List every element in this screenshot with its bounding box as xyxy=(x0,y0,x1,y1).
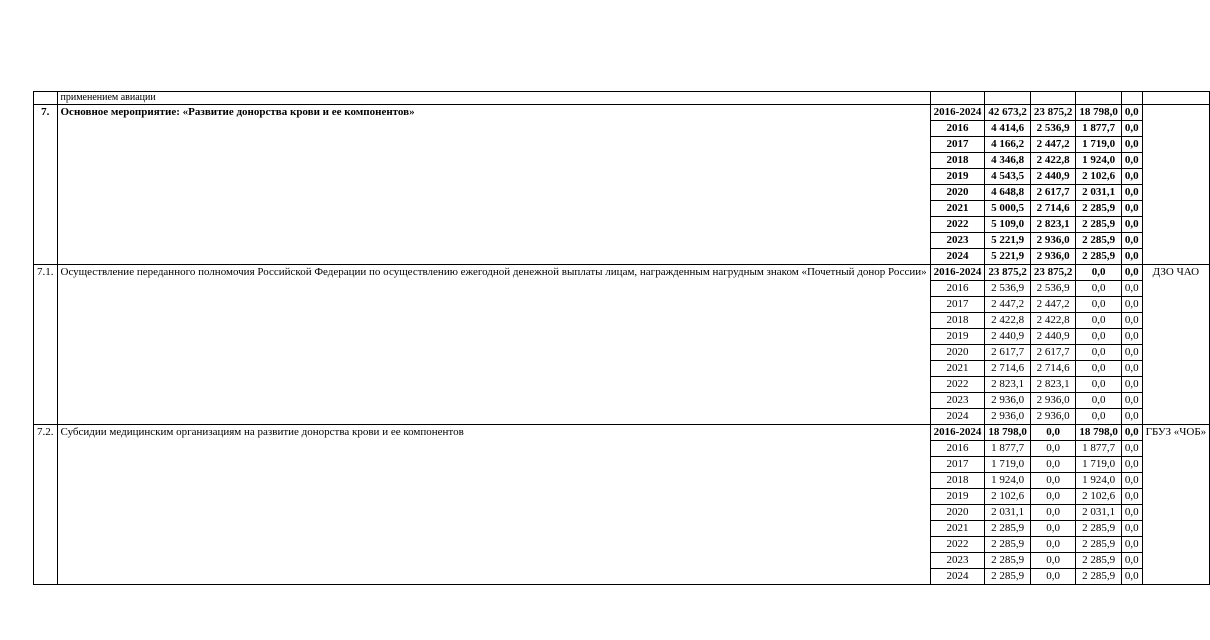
cell-period: 2023 xyxy=(930,233,985,249)
cell-other: 0,0 xyxy=(1121,185,1142,201)
cell-other: 0,0 xyxy=(1121,281,1142,297)
cell-total: 42 673,2 xyxy=(985,105,1031,121)
cell-num xyxy=(34,92,58,105)
cell-regional: 2 285,9 xyxy=(1076,201,1122,217)
cell-other: 0,0 xyxy=(1121,441,1142,457)
cell-total: 4 346,8 xyxy=(985,153,1031,169)
cell-period: 2021 xyxy=(930,201,985,217)
cell-federal: 0,0 xyxy=(1030,569,1076,585)
cell-federal: 0,0 xyxy=(1030,489,1076,505)
cell-regional: 2 285,9 xyxy=(1076,233,1122,249)
cell-other: 0,0 xyxy=(1121,249,1142,265)
cell-regional: 18 798,0 xyxy=(1076,425,1122,441)
cell-other: 0,0 xyxy=(1121,377,1142,393)
cell-total: 4 414,6 xyxy=(985,121,1031,137)
cell-period: 2016 xyxy=(930,281,985,297)
cell-total: 4 543,5 xyxy=(985,169,1031,185)
cell-total: 5 000,5 xyxy=(985,201,1031,217)
cell-org: ГБУЗ «ЧОБ» xyxy=(1142,425,1210,585)
cell-other: 0,0 xyxy=(1121,297,1142,313)
cell-total: 2 536,9 xyxy=(985,281,1031,297)
cell-federal: 2 823,1 xyxy=(1030,377,1076,393)
cell-regional: 2 031,1 xyxy=(1076,185,1122,201)
cell-period: 2017 xyxy=(930,457,985,473)
cell-other: 0,0 xyxy=(1121,553,1142,569)
program-table xyxy=(33,91,1210,585)
cell-desc: Субсидии медицинским организациям на развитие донорства крови и ее компонентов xyxy=(57,425,930,585)
cell-total: 5 109,0 xyxy=(985,217,1031,233)
cell-federal: 2 936,0 xyxy=(1030,409,1076,425)
cell-federal: 2 714,6 xyxy=(1030,201,1076,217)
cell-regional: 0,0 xyxy=(1076,313,1122,329)
cell-total: 23 875,2 xyxy=(985,265,1031,281)
cell-regional: 0,0 xyxy=(1076,297,1122,313)
cell-num: 7.2. xyxy=(34,425,58,585)
cell-org: ДЗО ЧАО xyxy=(1142,265,1210,425)
table-row xyxy=(34,265,1210,281)
cell-regional: 2 285,9 xyxy=(1076,537,1122,553)
cell-other: 0,0 xyxy=(1121,473,1142,489)
cell-period: 2022 xyxy=(930,377,985,393)
cell-total: 4 166,2 xyxy=(985,137,1031,153)
cell-period: 2018 xyxy=(930,473,985,489)
cell-other: 0,0 xyxy=(1121,201,1142,217)
cell-federal: 2 422,8 xyxy=(1030,313,1076,329)
cell-org xyxy=(1142,105,1210,265)
cell-period: 2016-2024 xyxy=(930,425,985,441)
cell-other: 0,0 xyxy=(1121,361,1142,377)
cell-total: 1 877,7 xyxy=(985,441,1031,457)
cell-period: 2024 xyxy=(930,249,985,265)
cell-regional: 0,0 xyxy=(1076,281,1122,297)
cell-federal: 2 714,6 xyxy=(1030,361,1076,377)
cell-total: 5 221,9 xyxy=(985,249,1031,265)
cell-period: 2016 xyxy=(930,121,985,137)
cell-regional: 18 798,0 xyxy=(1076,105,1122,121)
cell-regional: 2 285,9 xyxy=(1076,569,1122,585)
cell-regional: 2 285,9 xyxy=(1076,521,1122,537)
cell-regional xyxy=(1076,92,1122,105)
cell-total: 2 102,6 xyxy=(985,489,1031,505)
cell-total: 2 936,0 xyxy=(985,393,1031,409)
cell-federal: 2 936,0 xyxy=(1030,249,1076,265)
cell-regional: 0,0 xyxy=(1076,265,1122,281)
cell-total: 5 221,9 xyxy=(985,233,1031,249)
cell-period: 2017 xyxy=(930,297,985,313)
cell-regional: 2 102,6 xyxy=(1076,169,1122,185)
cell-regional: 1 719,0 xyxy=(1076,137,1122,153)
cell-regional: 0,0 xyxy=(1076,393,1122,409)
cell-federal: 0,0 xyxy=(1030,521,1076,537)
cell-federal: 2 936,0 xyxy=(1030,233,1076,249)
cell-federal: 2 936,0 xyxy=(1030,393,1076,409)
cell-federal: 2 447,2 xyxy=(1030,297,1076,313)
cell-other: 0,0 xyxy=(1121,393,1142,409)
cell-other: 0,0 xyxy=(1121,409,1142,425)
cell-period: 2023 xyxy=(930,553,985,569)
cell-federal: 2 536,9 xyxy=(1030,121,1076,137)
cell-regional: 0,0 xyxy=(1076,361,1122,377)
cell-total: 2 285,9 xyxy=(985,537,1031,553)
cell-other: 0,0 xyxy=(1121,233,1142,249)
cell-federal: 0,0 xyxy=(1030,553,1076,569)
cell-federal: 0,0 xyxy=(1030,457,1076,473)
cell-federal: 2 422,8 xyxy=(1030,153,1076,169)
cell-other: 0,0 xyxy=(1121,265,1142,281)
cell-federal: 2 447,2 xyxy=(1030,137,1076,153)
cell-other: 0,0 xyxy=(1121,137,1142,153)
cell-federal: 2 823,1 xyxy=(1030,217,1076,233)
cell-period: 2022 xyxy=(930,537,985,553)
cell-regional: 1 924,0 xyxy=(1076,153,1122,169)
cell-period: 2016-2024 xyxy=(930,265,985,281)
cell-total: 2 031,1 xyxy=(985,505,1031,521)
cell-period: 2019 xyxy=(930,329,985,345)
cell-regional: 0,0 xyxy=(1076,329,1122,345)
cell-total: 2 285,9 xyxy=(985,521,1031,537)
cell-period: 2018 xyxy=(930,153,985,169)
cell-other: 0,0 xyxy=(1121,569,1142,585)
cell-desc: Основное мероприятие: «Развитие донорства крови и ее компонентов» xyxy=(57,105,930,265)
cell-total: 2 714,6 xyxy=(985,361,1031,377)
cell-period: 2019 xyxy=(930,169,985,185)
cell-period: 2019 xyxy=(930,489,985,505)
cell-total: 2 285,9 xyxy=(985,553,1031,569)
cell-period xyxy=(930,92,985,105)
cell-other xyxy=(1121,92,1142,105)
table-body xyxy=(34,92,1210,585)
cell-total: 2 440,9 xyxy=(985,329,1031,345)
cell-other: 0,0 xyxy=(1121,345,1142,361)
cell-federal: 0,0 xyxy=(1030,441,1076,457)
cell-other: 0,0 xyxy=(1121,313,1142,329)
cell-period: 2024 xyxy=(930,569,985,585)
cell-total: 2 936,0 xyxy=(985,409,1031,425)
cell-other: 0,0 xyxy=(1121,425,1142,441)
cell-period: 2021 xyxy=(930,521,985,537)
cell-org xyxy=(1142,92,1210,105)
cell-regional: 2 102,6 xyxy=(1076,489,1122,505)
cell-period: 2024 xyxy=(930,409,985,425)
cell-total: 2 823,1 xyxy=(985,377,1031,393)
cell-total: 2 285,9 xyxy=(985,569,1031,585)
cell-regional: 2 031,1 xyxy=(1076,505,1122,521)
cell-other: 0,0 xyxy=(1121,489,1142,505)
cell-period: 2016-2024 xyxy=(930,105,985,121)
cell-other: 0,0 xyxy=(1121,105,1142,121)
cell-other: 0,0 xyxy=(1121,505,1142,521)
cell-period: 2017 xyxy=(930,137,985,153)
cell-regional: 0,0 xyxy=(1076,377,1122,393)
cell-period: 2023 xyxy=(930,393,985,409)
cell-total: 2 617,7 xyxy=(985,345,1031,361)
cell-other: 0,0 xyxy=(1121,121,1142,137)
cell-period: 2020 xyxy=(930,345,985,361)
cell-regional: 2 285,9 xyxy=(1076,217,1122,233)
cell-period: 2021 xyxy=(930,361,985,377)
cell-regional: 0,0 xyxy=(1076,345,1122,361)
cell-period: 2016 xyxy=(930,441,985,457)
cell-federal: 2 440,9 xyxy=(1030,169,1076,185)
cell-federal: 0,0 xyxy=(1030,537,1076,553)
cell-desc: Осуществление переданного полномочия Российской Федерации по осуществлению ежегодной денежной выплаты лицам, награжденным нагрудным знаком «Почетный донор России» xyxy=(57,265,930,425)
cell-federal: 2 536,9 xyxy=(1030,281,1076,297)
cell-other: 0,0 xyxy=(1121,329,1142,345)
cell-federal: 0,0 xyxy=(1030,473,1076,489)
cell-other: 0,0 xyxy=(1121,153,1142,169)
cell-federal: 2 440,9 xyxy=(1030,329,1076,345)
cell-other: 0,0 xyxy=(1121,457,1142,473)
cell-total xyxy=(985,92,1031,105)
cell-regional: 2 285,9 xyxy=(1076,249,1122,265)
cell-other: 0,0 xyxy=(1121,217,1142,233)
cell-num: 7. xyxy=(34,105,58,265)
cell-period: 2020 xyxy=(930,185,985,201)
cell-federal: 23 875,2 xyxy=(1030,105,1076,121)
cell-other: 0,0 xyxy=(1121,537,1142,553)
cell-regional: 1 877,7 xyxy=(1076,441,1122,457)
table-row-fragment xyxy=(34,92,1210,105)
cell-other: 0,0 xyxy=(1121,169,1142,185)
cell-total: 1 924,0 xyxy=(985,473,1031,489)
cell-period: 2020 xyxy=(930,505,985,521)
cell-regional: 2 285,9 xyxy=(1076,553,1122,569)
cell-total: 1 719,0 xyxy=(985,457,1031,473)
cell-federal: 2 617,7 xyxy=(1030,185,1076,201)
cell-federal: 2 617,7 xyxy=(1030,345,1076,361)
cell-num: 7.1. xyxy=(34,265,58,425)
cell-total: 4 648,8 xyxy=(985,185,1031,201)
table-row xyxy=(34,105,1210,121)
cell-regional: 1 924,0 xyxy=(1076,473,1122,489)
cell-federal: 0,0 xyxy=(1030,425,1076,441)
cell-total: 2 422,8 xyxy=(985,313,1031,329)
cell-federal xyxy=(1030,92,1076,105)
cell-federal: 0,0 xyxy=(1030,505,1076,521)
cell-regional: 1 719,0 xyxy=(1076,457,1122,473)
table-row xyxy=(34,425,1210,441)
cell-regional: 0,0 xyxy=(1076,409,1122,425)
cell-desc-fragment: применением авиации xyxy=(57,92,930,105)
cell-federal: 23 875,2 xyxy=(1030,265,1076,281)
cell-period: 2018 xyxy=(930,313,985,329)
cell-period: 2022 xyxy=(930,217,985,233)
cell-total: 18 798,0 xyxy=(985,425,1031,441)
cell-total: 2 447,2 xyxy=(985,297,1031,313)
cell-regional: 1 877,7 xyxy=(1076,121,1122,137)
cell-other: 0,0 xyxy=(1121,521,1142,537)
